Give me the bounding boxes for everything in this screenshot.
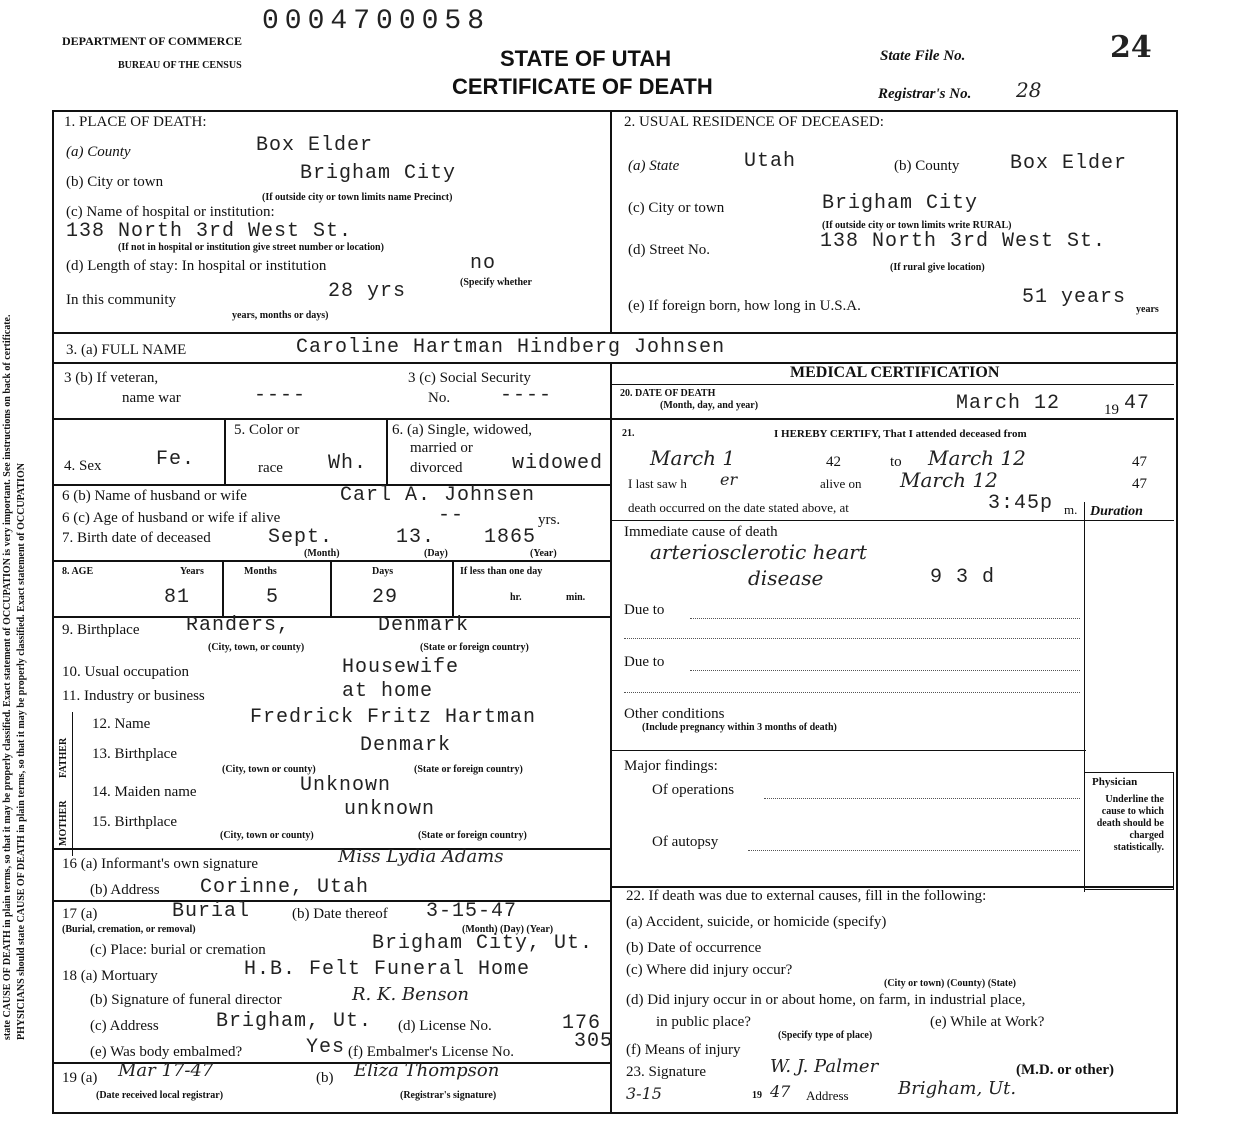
physician-signature: W. J. Palmer [770,1056,879,1077]
res-street-value: 138 North 3rd West St. [820,230,1107,253]
immediate-duration: 9 3 d [930,566,996,589]
registrar-sig-note: (Registrar's signature) [400,1090,497,1101]
mother-country-note: (State or foreign country) [418,830,527,841]
birthdate-year-note: (Year) [530,548,557,559]
signature-date: 3-15 [626,1084,662,1103]
mother-birthplace-value: unknown [344,798,436,821]
death-year: 47 [1124,392,1151,415]
industry-label: 11. Industry or business [62,688,205,704]
res-foreign-value: 51 years [1022,286,1127,309]
res-city-note: (If outside city or town limits write RURAL) [822,220,1012,231]
license-value: 176 [562,1012,602,1035]
physician-note: Underline the cause to which death should be charged statistically. [1096,794,1164,853]
spouse-value: Carl A. Johnsen [340,484,536,507]
age-years-label: Years [180,566,204,577]
external-heading: 22. If death was due to external causes, fill in the following: [626,888,987,904]
embalmer-value: 305 [574,1030,614,1053]
age-less-label: If less than one day [460,566,543,577]
mother-maiden-value: Unknown [300,774,392,797]
embalmed-label: (e) Was body embalmed? [90,1044,243,1060]
birthplace-city-note: (City, town, or county) [208,642,305,653]
father-name-label: 12. Name [92,716,151,732]
certify-number: 21. [622,428,635,439]
informant-address-value: Corinne, Utah [200,876,370,899]
marital-label-3: divorced [410,460,463,476]
registrar-received-note: (Date received local registrar) [96,1090,224,1101]
res-street-label: (d) Street No. [628,242,711,258]
city-value: Brigham City [300,162,457,185]
hospital-value: 138 North 3rd West St. [66,220,353,243]
from-year: 42 [826,454,841,470]
burial-value: Burial [172,900,251,923]
divider-after-informant [52,900,612,902]
res-state-label: (a) State [628,158,680,174]
divider-after-parents [52,848,612,850]
age-days-label: Days [372,566,394,577]
age-min-label: min. [566,592,586,603]
md-label: (M.D. or other) [1016,1062,1115,1078]
marital-value: widowed [512,452,604,475]
occupation-label: 10. Usual occupation [62,664,190,680]
father-city-note: (City, town or county) [222,764,316,775]
informant-signature: Miss Lydia Adams [338,846,504,867]
medical-heading: MEDICAL CERTIFICATION [790,364,1000,381]
sex-value: Fe. [156,448,196,471]
alive-on: March 12 [900,468,998,492]
birthdate-day: 13. [396,526,436,549]
other-conditions-note: (Include pregnancy within 3 months of death) [642,722,837,733]
marital-label-2: married or [410,440,473,456]
mortuary-address-label: (c) Address [90,1018,159,1034]
operations-label: Of operations [652,782,735,798]
ext-d: (d) Did injury occur in or about home, on farm, in industrial place, [626,992,1026,1008]
signature-label: 23. Signature [626,1064,706,1080]
res-county-value: Box Elder [1010,152,1128,175]
age-days-value: 29 [372,586,399,609]
birthdate-month-note: (Month) [304,548,340,559]
ss-no-label: No. [428,390,451,406]
due-to-1: Due to [624,602,665,618]
color-label: 5. Color or [234,422,300,438]
age-label: 8. AGE [62,566,94,577]
last-saw-label: I last saw h [628,476,687,491]
certificate-title: CERTIFICATE OF DEATH [452,74,713,99]
ext-d2: in public place? [656,1014,751,1030]
informant-address-label: (b) Address [90,882,160,898]
registrar-signature: Eliza Thompson [354,1060,500,1081]
death-time-suffix: m. [1064,502,1078,517]
ext-f: (f) Means of injury [626,1042,741,1058]
divider-after-place [52,332,1176,334]
divider-before-major [612,750,1086,751]
mother-city-note: (City, town or county) [220,830,314,841]
residence-heading: 2. USUAL RESIDENCE OF DECEASED: [624,114,884,130]
veteran-label: 3 (b) If veteran, [64,370,159,386]
certify-text: I HEREBY CERTIFY, That I attended deceased from [774,428,1027,440]
death-date-value: March 12 [956,392,1061,415]
sex-label: 4. Sex [64,458,102,474]
death-time: 3:45p [988,492,1054,515]
registrar-received-value: Mar 17-47 [118,1060,214,1081]
major-findings-label: Major findings: [624,758,718,774]
res-foreign-label: (e) If foreign born, how long in U.S.A. [628,298,861,314]
divider-after-name [52,362,1176,364]
to-label: to [890,454,902,470]
director-label: (b) Signature of funeral director [90,992,282,1008]
divider-before-age [52,560,612,562]
divider-after-veteran [52,418,612,420]
father-country-note: (State or foreign country) [414,764,523,775]
mother-birthplace-label: 15. Birthplace [92,814,177,830]
stay-label: (d) Length of stay: In hospital or institution [66,258,327,274]
mortuary-label: 18 (a) Mortuary [62,968,158,984]
ss-label: 3 (c) Social Security [408,370,531,386]
due-to-2-line2 [624,692,1080,693]
bureau-label: BUREAU OF THE CENSUS [118,60,242,71]
hospital-note: (If not in hospital or institution give street number or location) [118,242,384,253]
race-value: Wh. [328,452,368,475]
registrar-sig-label: (b) [316,1070,334,1086]
age-hr-label: hr. [510,592,522,603]
full-name-label: 3. (a) FULL NAME [66,342,187,358]
informant-label: 16 (a) Informant's own signature [62,856,258,872]
burial-date-label: (b) Date thereof [292,906,388,922]
due-to-1-line2 [624,638,1080,639]
registrar-label: Registrar's No. [878,86,972,102]
mother-maiden-label: 14. Maiden name [92,784,197,800]
ext-c-note: (City or town) (County) (State) [884,978,1017,989]
birthdate-month: Sept. [268,526,334,549]
autopsy-label: Of autopsy [652,834,719,850]
father-birthplace-value: Denmark [360,734,452,757]
operations-line [764,798,1080,799]
stay-note: (Specify whether [460,277,532,288]
department-label: DEPARTMENT OF COMMERCE [62,34,243,48]
serial-number: 0004700058 [262,6,491,37]
parents-bracket [72,712,73,856]
death-date-sub: (Month, day, and year) [660,400,759,411]
divider-color-marital [386,418,388,484]
county-value: Box Elder [256,134,374,157]
last-saw-her: er [720,470,738,489]
divider-medical-head [612,384,1174,385]
attended-from: March 1 [650,446,736,470]
community-note: years, months or days) [232,310,329,321]
marital-label: 6. (a) Single, widowed, [392,422,532,438]
due-to-2: Due to [624,654,665,670]
place-heading: 1. PLACE OF DEATH: [64,114,207,130]
res-city-label: (c) City or town [628,200,725,216]
divider-main-vertical [610,362,612,1112]
father-side-label: FATHER [58,737,69,778]
spouse-age-suffix: yrs. [538,512,561,528]
res-city-value: Brigham City [822,192,979,215]
burial-place-value: Brigham City, Ut. [372,932,594,955]
burial-place-label: (c) Place: burial or cremation [90,942,266,958]
state-file-label: State File No. [880,48,966,64]
occupation-value: Housewife [342,656,460,679]
age-months-label: Months [244,566,277,577]
ext-a: (a) Accident, suicide, or homicide (specify) [626,914,887,930]
mother-side-label: MOTHER [58,800,69,846]
city-label: (b) City or town [66,174,164,190]
state-file-value: 24 [1110,30,1152,65]
occurred-label: death occurred on the date stated above, at [628,500,849,515]
age-months-value: 5 [266,586,280,609]
to-year: 47 [1132,454,1147,470]
margin-note-2: PHYSICIANS should state CAUSE OF DEATH in plain terms, so that it may be properly classified. Exact statement of OCCUPATION [16,463,27,1040]
divider-before-cause [612,520,1174,521]
mortuary-value: H.B. Felt Funeral Home [244,958,531,981]
margin-note: state CAUSE OF DEATH in plain terms, so that it may be properly classified. Exact statement of OCCUPATION is very important. See instructions on back of certificate. [2,314,13,1040]
divider-age-2 [330,560,332,616]
immediate-cause-label: Immediate cause of death [624,524,778,540]
registrar-received-label: 19 (a) [62,1070,98,1086]
burial-date-note: (Month) (Day) (Year) [462,924,554,935]
signature-address-label: Address [806,1088,849,1103]
birthplace-country-note: (State or foreign country) [420,642,529,653]
physician-heading: Physician [1092,776,1138,788]
death-year-prefix: 19 [1104,402,1119,418]
birthdate-label: 7. Birth date of deceased [62,530,211,546]
signature-year-prefix: 19 [752,1090,762,1101]
director-signature: R. K. Benson [352,984,470,1005]
ext-c: (c) Where did injury occur? [626,962,793,978]
duration-label: Duration [1090,504,1143,519]
community-label: In this community [66,292,176,308]
alive-year: 47 [1132,476,1147,492]
res-street-note: (If rural give location) [890,262,985,273]
father-name-value: Fredrick Fritz Hartman [250,706,537,729]
community-value: 28 yrs [328,280,407,303]
county-label: (a) County [66,144,131,160]
father-birthplace-label: 13. Birthplace [92,746,177,762]
spouse-age-value: -- [438,504,465,527]
res-county-label: (b) County [894,158,960,174]
other-conditions-label: Other conditions [624,706,725,722]
mortuary-address-value: Brigham, Ut. [216,1010,373,1033]
burial-label: 17 (a) [62,906,98,922]
birthdate-day-note: (Day) [424,548,448,559]
birthdate-year: 1865 [484,526,537,549]
burial-note: (Burial, cremation, or removal) [62,924,196,935]
ext-e: (e) While at Work? [930,1014,1045,1030]
embalmer-label: (f) Embalmer's License No. [348,1044,514,1060]
divider-age-3 [452,560,454,616]
due-to-1-line [690,618,1080,619]
res-foreign-suffix: years [1136,304,1159,315]
registrar-value: 28 [1016,78,1042,102]
attended-to: March 12 [928,446,1026,470]
full-name-value: Caroline Hartman Hindberg Johnsen [296,336,726,359]
due-to-2-line [690,670,1080,671]
veteran-war-label: name war [122,390,181,406]
burial-date-value: 3-15-47 [426,900,518,923]
signature-address: Brigham, Ut. [898,1078,1017,1099]
city-note: (If outside city or town limits name Precinct) [262,192,453,203]
ext-d-note: (Specify type of place) [778,1030,873,1041]
age-years-value: 81 [164,586,191,609]
ss-value: ---- [500,384,553,407]
hospital-label: (c) Name of hospital or institution: [66,204,275,220]
stay-value: no [470,252,497,275]
ext-b: (b) Date of occurrence [626,940,762,956]
signature-year: 47 [770,1082,791,1101]
divider-sex-color [224,418,226,484]
race-label: race [258,460,283,476]
divider-after-age [52,616,612,618]
birthplace-label: 9. Birthplace [62,622,140,638]
res-state-value: Utah [744,150,797,173]
birthplace-country: Denmark [378,614,470,637]
state-title: STATE OF UTAH [500,46,672,71]
industry-value: at home [342,680,434,703]
embalmed-value: Yes [306,1036,346,1059]
autopsy-line [748,850,1080,851]
spouse-label: 6 (b) Name of husband or wife [62,488,247,504]
divider-age-1 [222,560,224,616]
divider-top-vertical [610,110,612,332]
veteran-value: ---- [254,384,307,407]
death-date-label: 20. DATE OF DEATH [620,388,716,399]
divider-medical-date [612,418,1174,420]
immediate-cause-line2: disease [748,566,824,590]
license-label: (d) License No. [398,1018,492,1034]
alive-label: alive on [820,476,862,491]
immediate-cause-line1: arteriosclerotic heart [650,540,867,564]
birthplace-city: Randers, [186,614,291,637]
spouse-age-label: 6 (c) Age of husband or wife if alive [62,510,281,526]
